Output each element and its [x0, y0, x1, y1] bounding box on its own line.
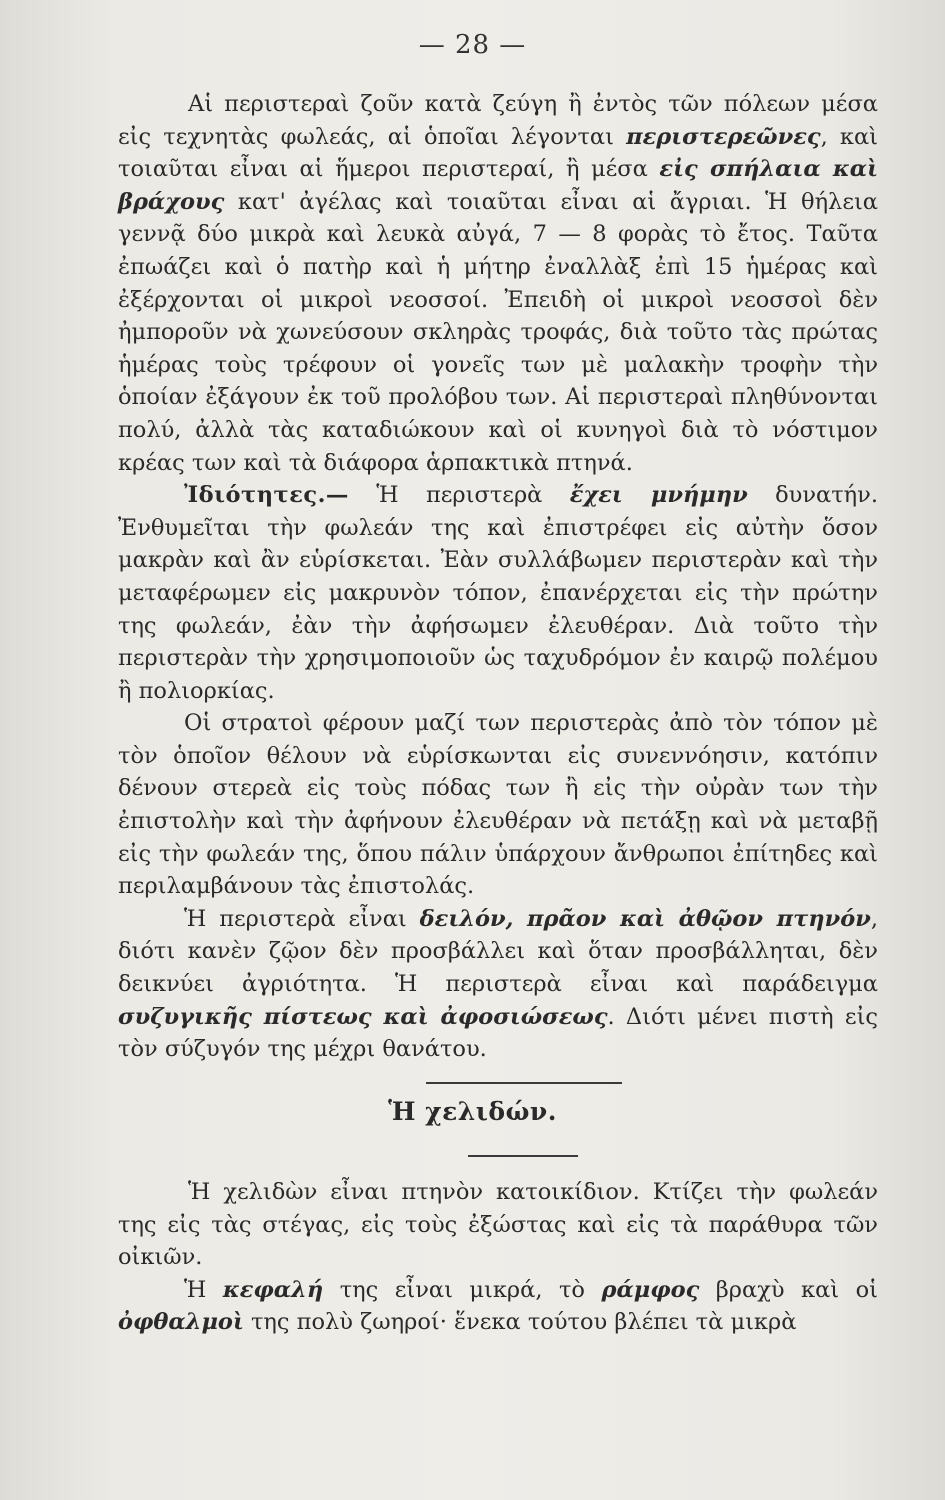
pigeon-section-text — [118, 88, 878, 1066]
text-run: Ἡ περιστερὰ εἶναι — [184, 905, 420, 932]
emphasis-term: εἰς σπήλαια καὶ βράχους — [118, 156, 878, 215]
emphasis-term: ὀφθαλμοὶ — [118, 1309, 244, 1336]
text-run: της εἶναι μικρά, τὸ — [323, 1276, 602, 1303]
text-run: δυνατήν. Ἐνθυμεῖται τὴν φωλεάν της καὶ ἐπιστρέφει εἰς αὐτὴν ὅσον μακρὰν καὶ ἂν εὑρίσκεται. Ἐὰν συλλάβωμεν περιστερὰν καὶ τὴν μεταφέρωμεν εἰς μακρυνὸν τόπον, ἐπανέρχεται εἰς τὴν πρώτην της φωλεάν, ἐὰν τὴν ἀφήσωμεν ἐλευθέραν. Διὰ τοῦτο τὴν περιστερὰν τὴν χρησιμοποιοῦν ὡς ταχυδρόμον ἐν καιρῷ πολέμου ἢ πολιορκίας. — [118, 482, 878, 704]
text-run: Αἱ περιστεραὶ ζοῦν κατὰ ζεύγη ἢ ἐντὸς τῶν πόλεων μέσα εἰς τεχνητὰς φωλεάς, αἱ ὁποῖαι λέγονται — [118, 91, 878, 150]
section-divider-bottom — [468, 1155, 578, 1157]
text-run: κατ' ἀγέλας καὶ τοιαῦται εἶναι αἱ ἄγριαι. Ἡ θήλεια γεννᾷ δύο μικρὰ καὶ λευκὰ αὐγά, 7 — 8 φορὰς τὸ ἔτος. Ταῦτα ἐπωάζει καὶ ὁ πατὴρ καὶ ἡ μήτηρ ἐναλλὰξ ἐπὶ 15 ἡμέρας καὶ ἐξέρχονται οἱ μικροὶ νεοσσοί. Ἐπειδὴ οἱ μικροὶ νεοσσοὶ δὲν ἠμποροῦν νὰ χωνεύσουν σκληρὰς τροφάς, διὰ τοῦτο τὰς πρώτας ἡμέρας τοὺς τρέφουν οἱ γονεῖς των μὲ μαλακὴν τροφὴν τὴν ὁποίαν ἐξάγουν ἐκ τοῦ προλόβου των. Αἱ περιστεραὶ πληθύνονται πολύ, ἀλλὰ τὰς καταδιώκουν καὶ οἱ κυνηγοὶ διὰ τὸ νόστιμον κρέας των καὶ τὰ διάφορα ἁρπακτικὰ πτηνά. — [118, 188, 878, 476]
emphasis-term: ἔχει μνήμην — [569, 482, 748, 509]
section-title-swallow: Ἡ χελιδών. — [388, 1097, 557, 1126]
text-run: Οἱ στρατοὶ φέρουν μαζί των περιστερὰς ἀπὸ τὸν τόπον μὲ τὸν ὁποῖον θέλουν νὰ εὑρίσκωνται εἰς συνεννόησιν, κατόπιν δένουν στερεὰ εἰς τοὺς πόδας των ἢ εἰς τὴν οὐρὰν των τὴν ἐπιστολὴν καὶ τὴν ἀφήνουν ἐλευθέραν νὰ πετάξῃ καὶ νὰ μεταβῇ εἰς τὴν φωλεάν της, ὅπου πάλιν ὑπάρχουν ἄνθρωποι ἐπίτηδες καὶ περιλαμβάνουν τὰς ἐπιστολάς. — [118, 710, 878, 900]
text-run: , καὶ τοιαῦται εἶναι αἱ ἥμεροι περιστεραί, ἢ μέσα — [118, 123, 878, 183]
inline-heading-properties: Ἰδιότητες.— — [184, 482, 349, 509]
text-run: Ἡ χελιδὼν εἶναι πτηνὸν κατοικίδιον. Κτίζει τὴν φωλεάν της εἰς τὰς στέγας, εἰς τοὺς ἐξώστας καὶ εἰς τὰ παράθυρα τῶν οἰκιῶν. — [118, 1179, 878, 1271]
swallow-section-text — [118, 1176, 878, 1339]
section-divider-top — [426, 1082, 622, 1084]
text-run: . Διότι μένει πιστὴ εἰς τὸν σύζυγόν της μέχρι θανάτου. — [118, 1003, 878, 1063]
text-run: Ἡ — [184, 1276, 223, 1303]
emphasis-term: συζυγικῆς πίστεως καὶ ἀφοσιώσεως — [118, 1003, 608, 1030]
text-run: , διότι κανὲν ζῷον δὲν προσβάλλει καὶ ὅταν προσβάλληται, δὲν δεικνύει ἀγριότητα. Ἡ περιστερὰ εἶναι καὶ παράδειγμα — [118, 905, 878, 998]
paragraph-armies — [118, 707, 878, 903]
text-run: βραχὺ καὶ οἱ — [699, 1276, 878, 1303]
paragraph-properties — [118, 479, 878, 707]
paragraph-anatomy — [118, 1274, 878, 1339]
text-run: της πολὺ ζωηροί· ἕνεκα τούτου βλέπει τὰ μικρὰ — [243, 1309, 797, 1336]
emphasis-term: κεφαλή — [222, 1276, 324, 1303]
paragraph-character — [118, 903, 878, 1066]
page-number: — 28 — — [418, 30, 527, 60]
paragraph-nesting — [118, 1176, 878, 1274]
text-run: Ἡ περιστερὰ — [348, 482, 570, 509]
emphasis-term: δειλόν, πρᾶον καὶ ἀθῷον πτηνόν — [419, 905, 871, 932]
paragraph-habitat — [118, 88, 878, 479]
emphasis-term: ράμφος — [601, 1276, 700, 1303]
emphasis-term: περιστερεῶνες — [626, 123, 821, 150]
